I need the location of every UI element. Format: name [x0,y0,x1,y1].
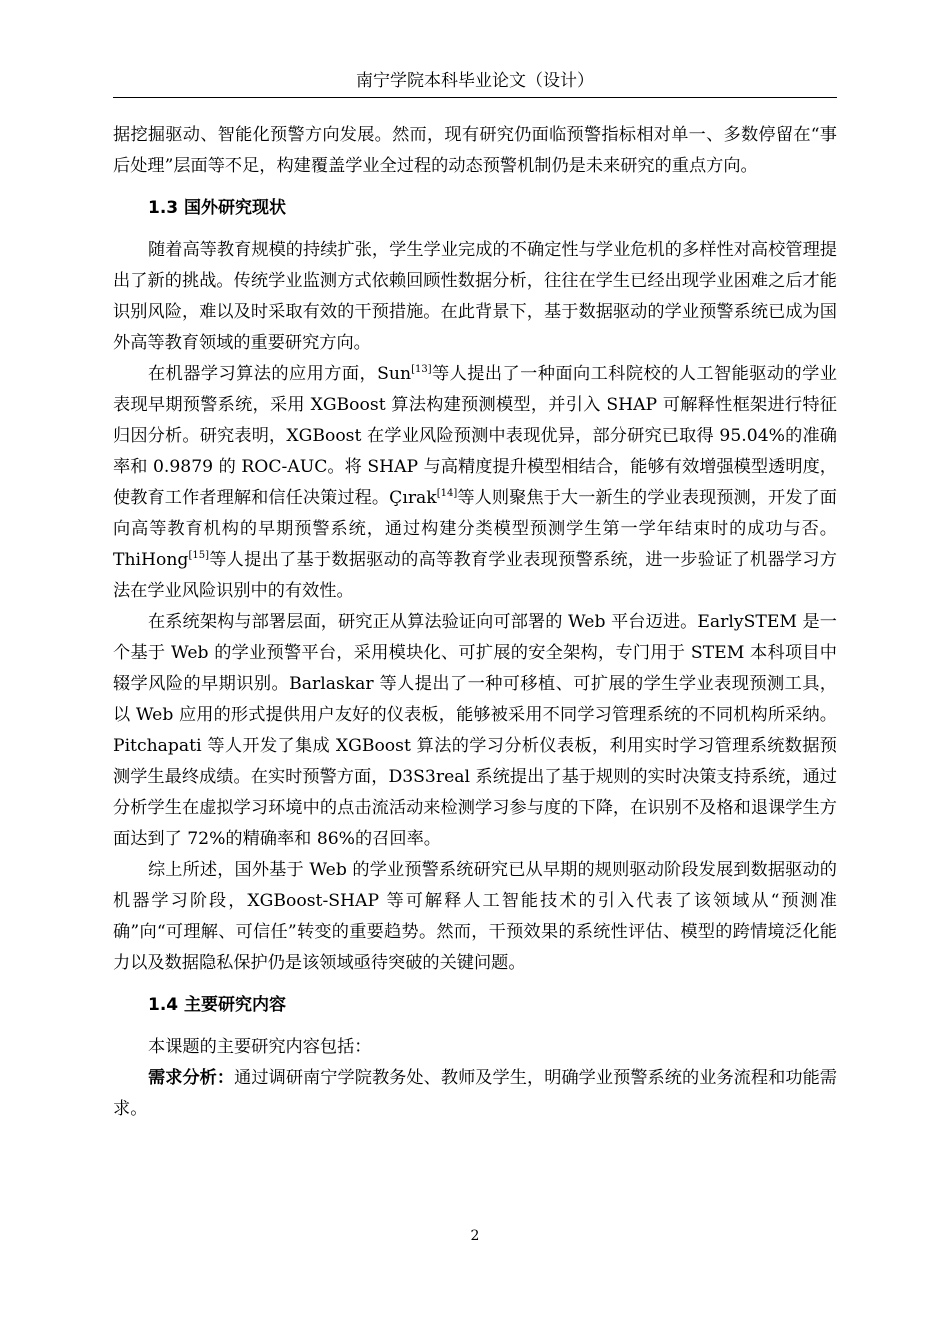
running-header: 南宁学院本科毕业论文（设计） [356,71,594,91]
citation-ref-14[interactable]: [14] [436,488,458,499]
paragraph-research-intro: 本课题的主要研究内容包括： [148,1037,372,1057]
paragraph-background: 随着高等教育规模的持续扩张，学生学业完成的不确定性与学业危机的多样性对高校管理提出了新的挑战。传统学业监测方式依赖回顾性数据分析，往往在学生已经出现学业困难之后才能识别风险，难以及时采取有效的干预措施。在此背景下，基于数据驱动的学业预警系统已成为国外高等教育领域的重要研究方向。 [113,240,837,353]
continuation-paragraph: 据挖掘驱动、智能化预警方向发展。然而，现有研究仍面临预警指标相对单一、多数停留在“事后处理”层面等不足，构建覆盖学业全过程的动态预警机制仍是未来研究的重点方向。 [113,125,837,176]
item-text: 通过调研南宁学院教务处、教师及学生，明确学业预警系统的业务流程和功能需求。 [113,1068,837,1119]
text-run: 等人则聚焦于大一新生的学业表现预测，开发了面向高等教育机构的早期预警系统，通过构建分类模型预测学生第一学年结束时的成功与否。ThiHong [113,488,837,570]
page-body [113,120,837,1125]
page-number: 2 [470,1228,480,1244]
text-run: 等人提出了基于数据驱动的高等教育学业表现预警系统，进一步验证了机器学习方法在学业风险识别中的有效性。 [113,550,837,601]
section-heading-1-4: 1.4 主要研究内容 [148,995,287,1015]
paragraph-system-architecture: 在系统架构与部署层面，研究正从算法验证向可部署的 Web 平台迈进。EarlySTEM 是一个基于 Web 的学业预警平台，采用模块化、可扩展的安全架构，专门用于 STEM 本科项目中辍学风险的早期识别。Barlaskar 等人提出了一种可移植、可扩展的学生学业表现预测工具，以 Web 应用的形式提供用户友好的仪表板，能够被采用不同学习管理系统的不同机构所采纳。Pitchapati 等人开发了集成 XGBoost 算法的学习分析仪表板，利用实时学习管理系统数据预测学生最终成绩。在实时预警方面，D3S3real 系统提出了基于规则的实时决策支持系统，通过分析学生在虚拟学习环境中的点击流活动来检测学习参与度的下降，在识别不及格和退课学生方面达到了 72%的精确率和 86%的召回率。 [113,612,837,849]
text-run: 等人提出了一种面向工科院校的人工智能驱动的学业表现早期预警系统，采用 XGBoost 算法构建预测模型，并引入 SHAP 可解释性框架进行特征归因分析。研究表明，XGBoost 在学业风险预测中表现优异，部分研究已取得 95.04%的准确率和 0.9879 的 ROC-AUC。将 SHAP 与高精度提升模型相结合，能够有效增强模型透明度，使教育工作者理解和信任决策过程。Çırak [113,364,837,508]
header-rule [113,97,837,98]
citation-ref-13[interactable]: [13] [411,364,432,375]
list-item-requirements [113,1063,837,1125]
text-run: 在机器学习算法的应用方面，Sun [148,364,412,384]
section-heading-1-3: 1.3 国外研究现状 [148,198,287,218]
item-label: 需求分析： [148,1068,235,1088]
paragraph-summary: 综上所述，国外基于 Web 的学业预警系统研究已从早期的规则驱动阶段发展到数据驱动的机器学习阶段，XGBoost-SHAP 等可解释人工智能技术的引入代表了该领域从“预测准确”向“可理解、可信任”转变的重要趋势。然而，干预效果的系统性评估、模型的跨情境泛化能力以及数据隐私保护仍是该领域亟待突破的关键问题。 [113,860,837,973]
paragraph-ml-algorithms [113,359,837,607]
citation-ref-15[interactable]: [15] [188,550,209,561]
